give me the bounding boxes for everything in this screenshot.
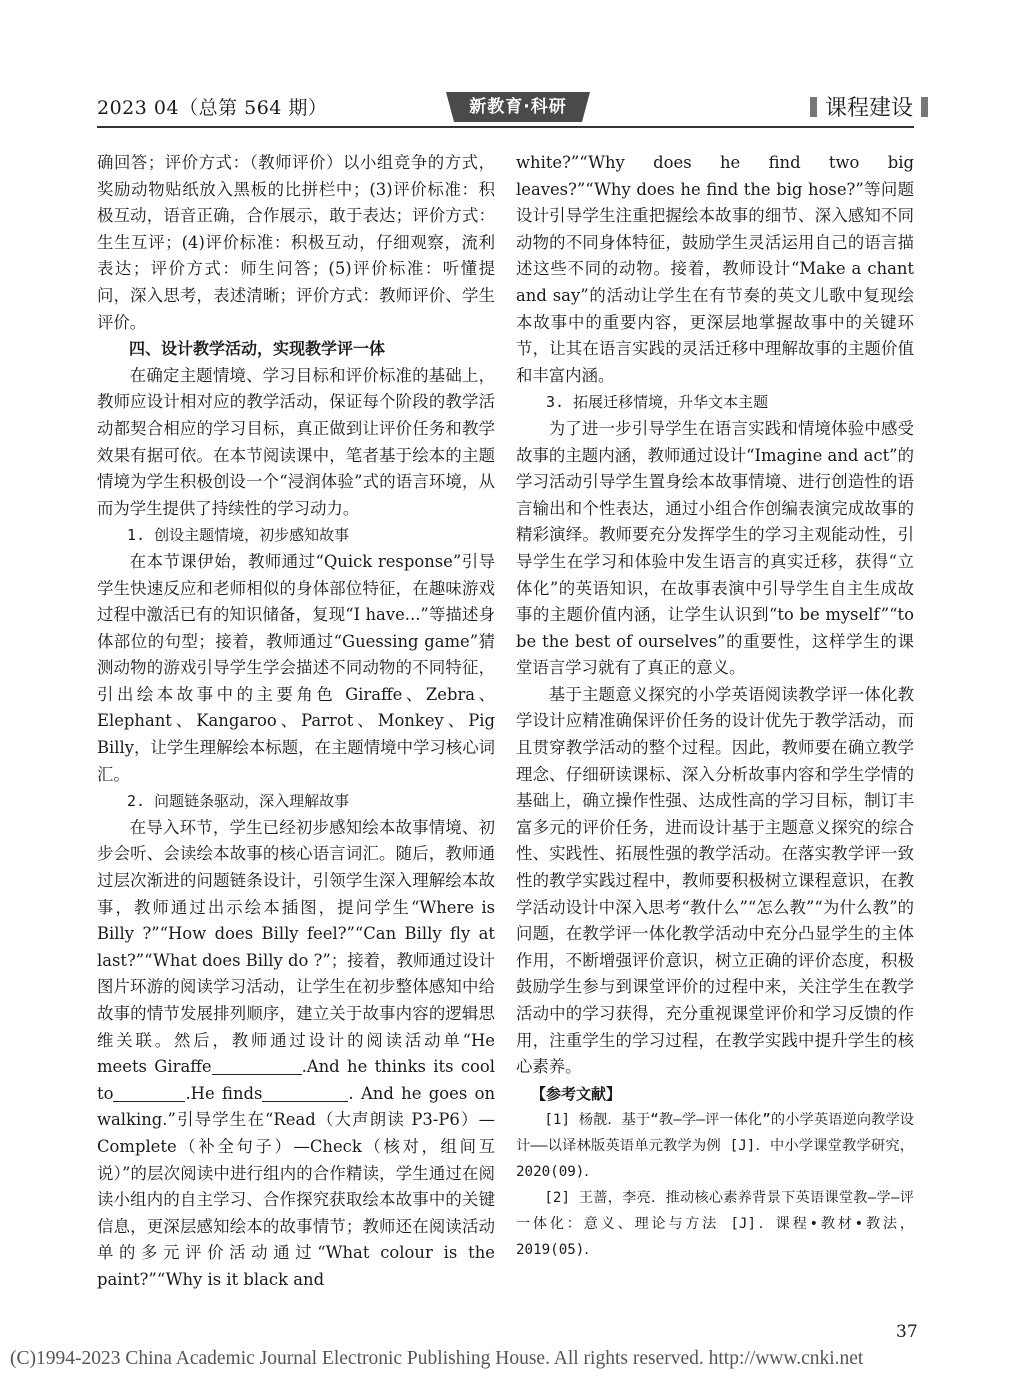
left-column (97, 150, 495, 1294)
right-column (516, 150, 914, 1263)
column-title: 课程建设 (825, 96, 914, 121)
text-run: .And he thinks its cool to (97, 1057, 496, 1103)
section-heading: 四、设计教学活动，实现教学评一体 (129, 339, 386, 359)
fill-blank (212, 1058, 302, 1075)
journal-badge: 新教育·科研 (454, 92, 582, 122)
paragraph: 为了进一步引导学生在语言实践和情境体验中感受故事的主题内涵，教师通过设计“Imagine and act”的学习活动引导学生置身绘本故事情境、进行创造性的语言输出和个性表达，通过小组合作创编表演完成故事的精彩演绎。教师要充分发挥学生的学习主观能动性，引导学生在学习和体验中发生语言的真实迁移，获得“立体化”的英语知识，在故事表演中引导学生自主生成故事的主题价值内涵，让学生认识到“to be myself”“to be the best of ourselves”的重要性，这样学生的课堂语言学习就有了真正的意义。 (516, 418, 914, 678)
paragraph: 确回答；评价方式：（教师评价）以小组竞争的方式，奖励动物贴纸放入黑板的比拼栏中；(3)评价标准：积极互动，语音正确，合作展示，敢于表达；评价方式：生生互评；(4)评价标准：积极互动，仔细观察，流利表达；评价方式：师生问答；(5)评价标准：听懂提问，深入思考，表述清晰；评价方式：教师评价、学生评价。 (97, 153, 495, 332)
fill-blank (262, 1085, 348, 1102)
text-run: 在导入环节，学生已经初步感知绘本故事情境、初步会听、会读绘本故事的核心语言词汇。随后，教师通过层次渐进的问题链条设计，引领学生深入理解绘本故事，教师通过出示绘本插图，提问学生“Where is Billy ?”“How does Billy feel?”“Can Billy fly at last?”“What does Billy do ?”；接着，教师通过设计图片环游的阅读学习活动，让学生在初步整体感知中给故事的情节发展排列顺序，建立关于故事内容的逻辑思维关联。然后，教师通过设计的阅读活动单“He meets Giraffe (97, 817, 495, 1077)
reference-item: [2] 王蔷，李亮．推动核心素养背景下英语课堂教—学—评一体化：意义、理论与方法 [J]．课程•教材•教法，2019(05)． (516, 1189, 914, 1258)
paragraph (97, 815, 495, 1294)
reference-item: [1] 杨靓．基于“教—学—评一体化”的小学英语逆向教学设计——以译林版英语单元教学为例 [J]．中小学课堂教学研究，2020(09)． (516, 1111, 914, 1180)
header-rule (97, 126, 914, 128)
paragraph: 在本节课伊始，教师通过“Quick response”引导学生快速反应和老师相似的身体部位特征，在趣味游戏过程中激活已有的知识储备，复现“I have...”等描述身体部位的句型；接着，教师通过“Guessing game”猜测动物的游戏引导学生学会描述不同动物的不同特征，引出绘本故事中的主要角色 Giraffe、Zebra、Elephant、Kangaroo、Parrot、Monkey、Pig Billy，让学生理解绘本标题，在主题情境中学习核心词汇。 (97, 551, 495, 784)
fill-blank (113, 1085, 185, 1102)
copyright-footer: (C)1994-2023 China Academic Journal Electronic Publishing House. All rights reserved. http://www.cnki.net (10, 1348, 864, 1369)
text-run: .He finds (185, 1083, 263, 1103)
page-number: 37 (896, 1322, 918, 1342)
issue-label: 2023 04（总第 564 期） (97, 97, 328, 119)
column-label (810, 91, 928, 122)
subsection-heading: 2. 问题链条驱动，深入理解故事 (127, 792, 350, 811)
column-bar-right (921, 97, 928, 117)
references (516, 1081, 914, 1263)
subsection-heading: 3. 拓展迁移情境，升华文本主题 (546, 393, 769, 412)
page-header (0, 0, 1024, 130)
subsection-heading: 1. 创设主题情境，初步感知故事 (127, 526, 350, 545)
paragraph: 基于主题意义探究的小学英语阅读教学评一体化教学设计应精准确保评价任务的设计优先于教学活动，而且贯穿教学活动的整个过程。因此，教师要在确立教学理念、仔细研读课标、深入分析故事内容和学生学情的基础上，确立操作性强、达成性高的学习目标，制订丰富多元的评价任务，进而设计基于主题意义探究的综合性、实践性、拓展性强的教学活动。在落实教学评一致性的教学实践过程中，教师要积极树立课程意识，在教学活动设计中深入思考“教什么”“怎么教”“为什么教”的问题，在教学评一体化教学活动中充分凸显学生的主体作用，不断增强评价意识，树立正确的评价态度，积极鼓励学生参与到课堂评价的过程中来，关注学生在教学活动中的学习获得，充分重视课堂评价和学习反馈的作用，注重学生的学习过程，在教学实践中提升学生的核心素养。 (516, 684, 914, 1077)
paragraph: 在确定主题情境、学习目标和评价标准的基础上，教师应设计相对应的教学活动，保证每个阶段的教学活动都契合相应的学习目标，真正做到让评价任务和教学效果有据可依。在本节阅读课中，笔者基于绘本的主题情境为学生积极创设一个“浸润体验”式的语言环境，从而为学生提供了持续性的学习动力。 (97, 365, 495, 518)
paragraph: white?”“Why does he find two big leaves?”“Why does he find the big hose?”等问题设计引导学生注重把握绘本故事的细节、深入感知不同动物的不同身体特征，鼓励学生灵活运用自己的语言描述这些不同的动物。接着，教师设计“Make a chant and say”的活动让学生在有节奏的英文儿歌中复现绘本故事中的重要内容，更深层地掌握故事中的关键环节，让其在语言实践的灵活迁移中理解故事的主题价值和丰富内涵。 (516, 153, 914, 385)
references-title: 【参考文献】 (531, 1084, 622, 1103)
text-run: . And he goes on walking.”引导学生在“Read（大声朗读 P3-P6）—Complete（补全句子）—Check（核对，组间互说）”的层次阅读中进行组内的合作精读，学生通过在阅读小组内的自主学习、合作探究获取绘本故事中的关键信息，更深层感知绘本的故事情节；教师还在阅读活动单的多元评价活动通过“What colour is the paint?”“Why is it black and (97, 1083, 495, 1289)
column-bar-left (810, 97, 817, 117)
